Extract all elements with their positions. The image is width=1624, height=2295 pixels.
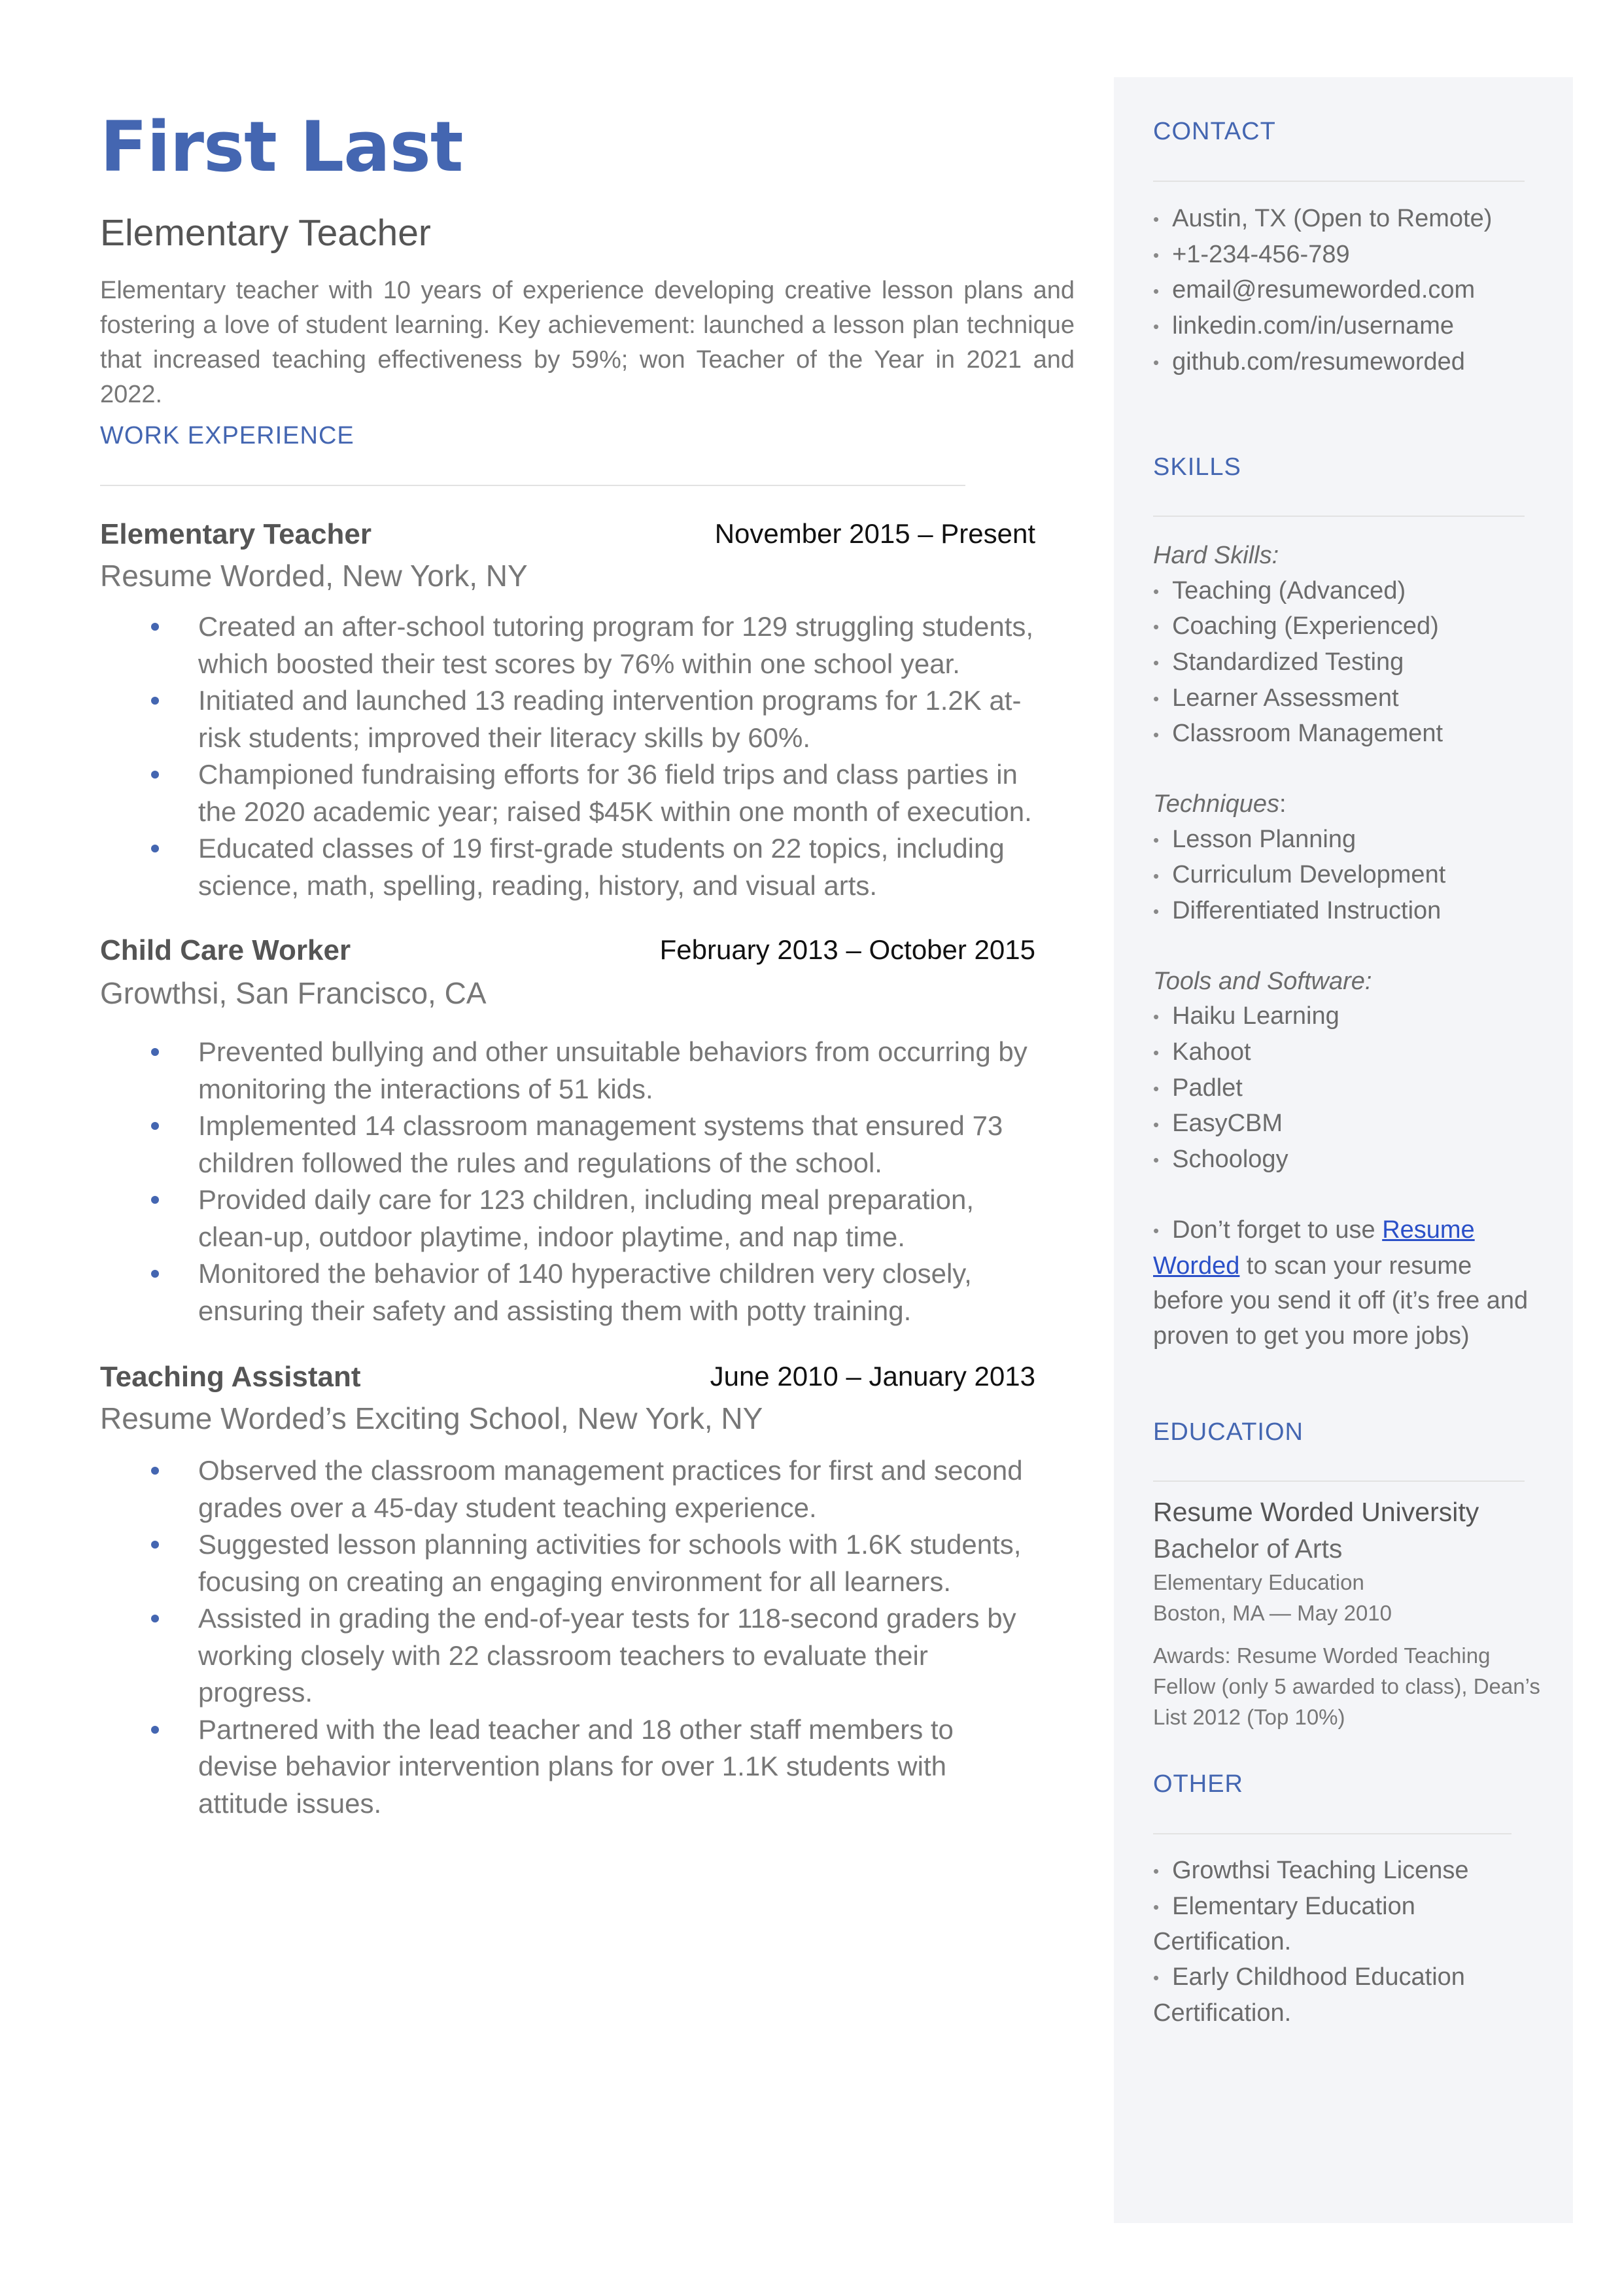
job-entry-child-care-worker	[100, 934, 1035, 1329]
contact-list	[1153, 201, 1492, 381]
skill-item: • Learner Assessment	[1153, 681, 1546, 717]
skill-item: • Classroom Management	[1153, 716, 1546, 752]
skill-item: • Teaching (Advanced)	[1153, 574, 1546, 610]
job-bullet: Implemented 14 classroom management systems that ensured 73 children followed the rules and regulations of the school.	[100, 1108, 1035, 1182]
tool-item: • Padlet	[1153, 1071, 1546, 1107]
resume-worded-link[interactable]: Resume Worded	[1153, 1216, 1475, 1280]
contact-github[interactable]: • github.com/resumeworded	[1153, 345, 1492, 381]
job-bullet: Created an after-school tutoring program for 129 struggling students, which boosted their test scores by 76% within one school year.	[100, 608, 1035, 682]
contact-email[interactable]: • email@resumeworded.com	[1153, 273, 1492, 309]
job-bullets	[100, 1452, 1035, 1822]
tools-label: Tools and Software:	[1153, 967, 1372, 995]
job-bullet: Championed fundraising efforts for 36 field trips and class parties in the 2020 academic year; raised $45K within one month of execution.	[100, 756, 1035, 830]
tool-item: • Kahoot	[1153, 1035, 1546, 1071]
section-divider	[1153, 516, 1525, 517]
resume-tip: • Don’t forget to use Resume Worded to scan your resume before you send it off (it’s free and proven to get you more jobs)	[1153, 1213, 1532, 1354]
job-company: Resume Worded’s Exciting School, New York, NY	[100, 1401, 763, 1435]
candidate-title: Elementary Teacher	[100, 212, 431, 254]
job-entry-elementary-teacher	[100, 518, 1035, 904]
job-role: Teaching Assistant	[100, 1361, 361, 1393]
other-heading: OTHER	[1153, 1770, 1243, 1798]
work-experience-heading: WORK EXPERIENCE	[100, 422, 354, 449]
section-divider	[100, 485, 965, 486]
education-block	[1153, 1494, 1546, 1732]
job-bullet: Initiated and launched 13 reading intervention programs for 1.2K at-risk students; improved their literacy skills by 60%.	[100, 682, 1035, 756]
edu-school: Resume Worded University	[1153, 1497, 1479, 1527]
edu-field: Elementary Education	[1153, 1570, 1364, 1594]
skills-heading: SKILLS	[1153, 453, 1241, 481]
other-list	[1153, 1853, 1493, 2031]
other-item: • Elementary Education Certification.	[1153, 1889, 1493, 1960]
summary-paragraph: Elementary teacher with 10 years of experience developing creative lesson plans and fostering a love of student learning. Key achievement: launched a lesson plan technique that increased teaching effectiveness by 59%; won Teacher of the Year in 2021 and 2022.	[100, 277, 1075, 408]
job-bullet: Monitored the behavior of 140 hyperactive children very closely, ensuring their safety and assisting them with potty training.	[100, 1255, 1035, 1329]
section-divider	[1153, 1480, 1525, 1482]
skills-block	[1153, 538, 1546, 1354]
job-bullets	[100, 1034, 1035, 1329]
job-company: Resume Worded, New York, NY	[100, 559, 528, 593]
job-role: Elementary Teacher	[100, 518, 371, 550]
job-bullet: Partnered with the lead teacher and 18 other staff members to devise behavior intervention plans for over 1.1K students with attitude issues.	[100, 1711, 1035, 1823]
techniques-list	[1153, 822, 1546, 930]
job-dates: February 2013 – October 2015	[659, 934, 1035, 965]
tip-list	[1153, 1213, 1532, 1354]
techniques-label: Techniques:	[1153, 790, 1287, 818]
job-bullets	[100, 608, 1035, 904]
contact-linkedin[interactable]: • linkedin.com/in/username	[1153, 309, 1492, 345]
education-heading: EDUCATION	[1153, 1418, 1304, 1446]
contact-phone: • +1-234-456-789	[1153, 237, 1492, 273]
tool-item: • Schoology	[1153, 1142, 1546, 1178]
job-dates: June 2010 – January 2013	[710, 1361, 1035, 1392]
skill-item: • Standardized Testing	[1153, 645, 1546, 681]
hard-skills-label: Hard Skills:	[1153, 542, 1279, 569]
hard-skills-list	[1153, 574, 1546, 753]
job-entry-teaching-assistant	[100, 1361, 1035, 1822]
edu-location-date: Boston, MA — May 2010	[1153, 1601, 1392, 1625]
job-bullet: Assisted in grading the end-of-year tests for 118-second graders by working closely with 22 classroom teachers to evaluate their progress.	[100, 1600, 1035, 1711]
other-item: • Growthsi Teaching License	[1153, 1853, 1493, 1889]
job-bullet: Suggested lesson planning activities for schools with 1.6K students, focusing on creating an engaging environment for all learners.	[100, 1526, 1035, 1600]
job-dates: November 2015 – Present	[714, 518, 1035, 549]
contact-location: • Austin, TX (Open to Remote)	[1153, 201, 1492, 237]
edu-awards: Awards: Resume Worded Teaching Fellow (only 5 awarded to class), Dean’s List 2012 (Top 10%)	[1153, 1643, 1540, 1729]
job-company: Growthsi, San Francisco, CA	[100, 976, 487, 1010]
contact-heading: CONTACT	[1153, 118, 1276, 145]
job-bullet: Observed the classroom management practices for first and second grades over a 45-day student teaching experience.	[100, 1452, 1035, 1526]
section-divider	[1153, 181, 1525, 182]
tool-item: • Haiku Learning	[1153, 999, 1546, 1035]
sidebar	[1114, 77, 1573, 2223]
skill-item: • Coaching (Experienced)	[1153, 609, 1546, 645]
job-bullet: Educated classes of 19 first-grade students on 22 topics, including science, math, spelling, reading, history, and visual arts.	[100, 830, 1035, 904]
edu-degree: Bachelor of Arts	[1153, 1533, 1343, 1564]
tool-item: • EasyCBM	[1153, 1106, 1546, 1142]
technique-item: • Differentiated Instruction	[1153, 894, 1546, 930]
job-role: Child Care Worker	[100, 934, 351, 966]
tools-list	[1153, 999, 1546, 1178]
section-divider	[1153, 1833, 1512, 1834]
job-bullet: Prevented bullying and other unsuitable behaviors from occurring by monitoring the interactions of 51 kids.	[100, 1034, 1035, 1108]
job-bullet: Provided daily care for 123 children, including meal preparation, clean-up, outdoor playtime, indoor playtime, and nap time.	[100, 1182, 1035, 1255]
other-item: • Early Childhood Education Certification.	[1153, 1960, 1493, 2031]
candidate-name: First Last	[100, 107, 463, 187]
technique-item: • Lesson Planning	[1153, 822, 1546, 858]
technique-item: • Curriculum Development	[1153, 858, 1546, 894]
